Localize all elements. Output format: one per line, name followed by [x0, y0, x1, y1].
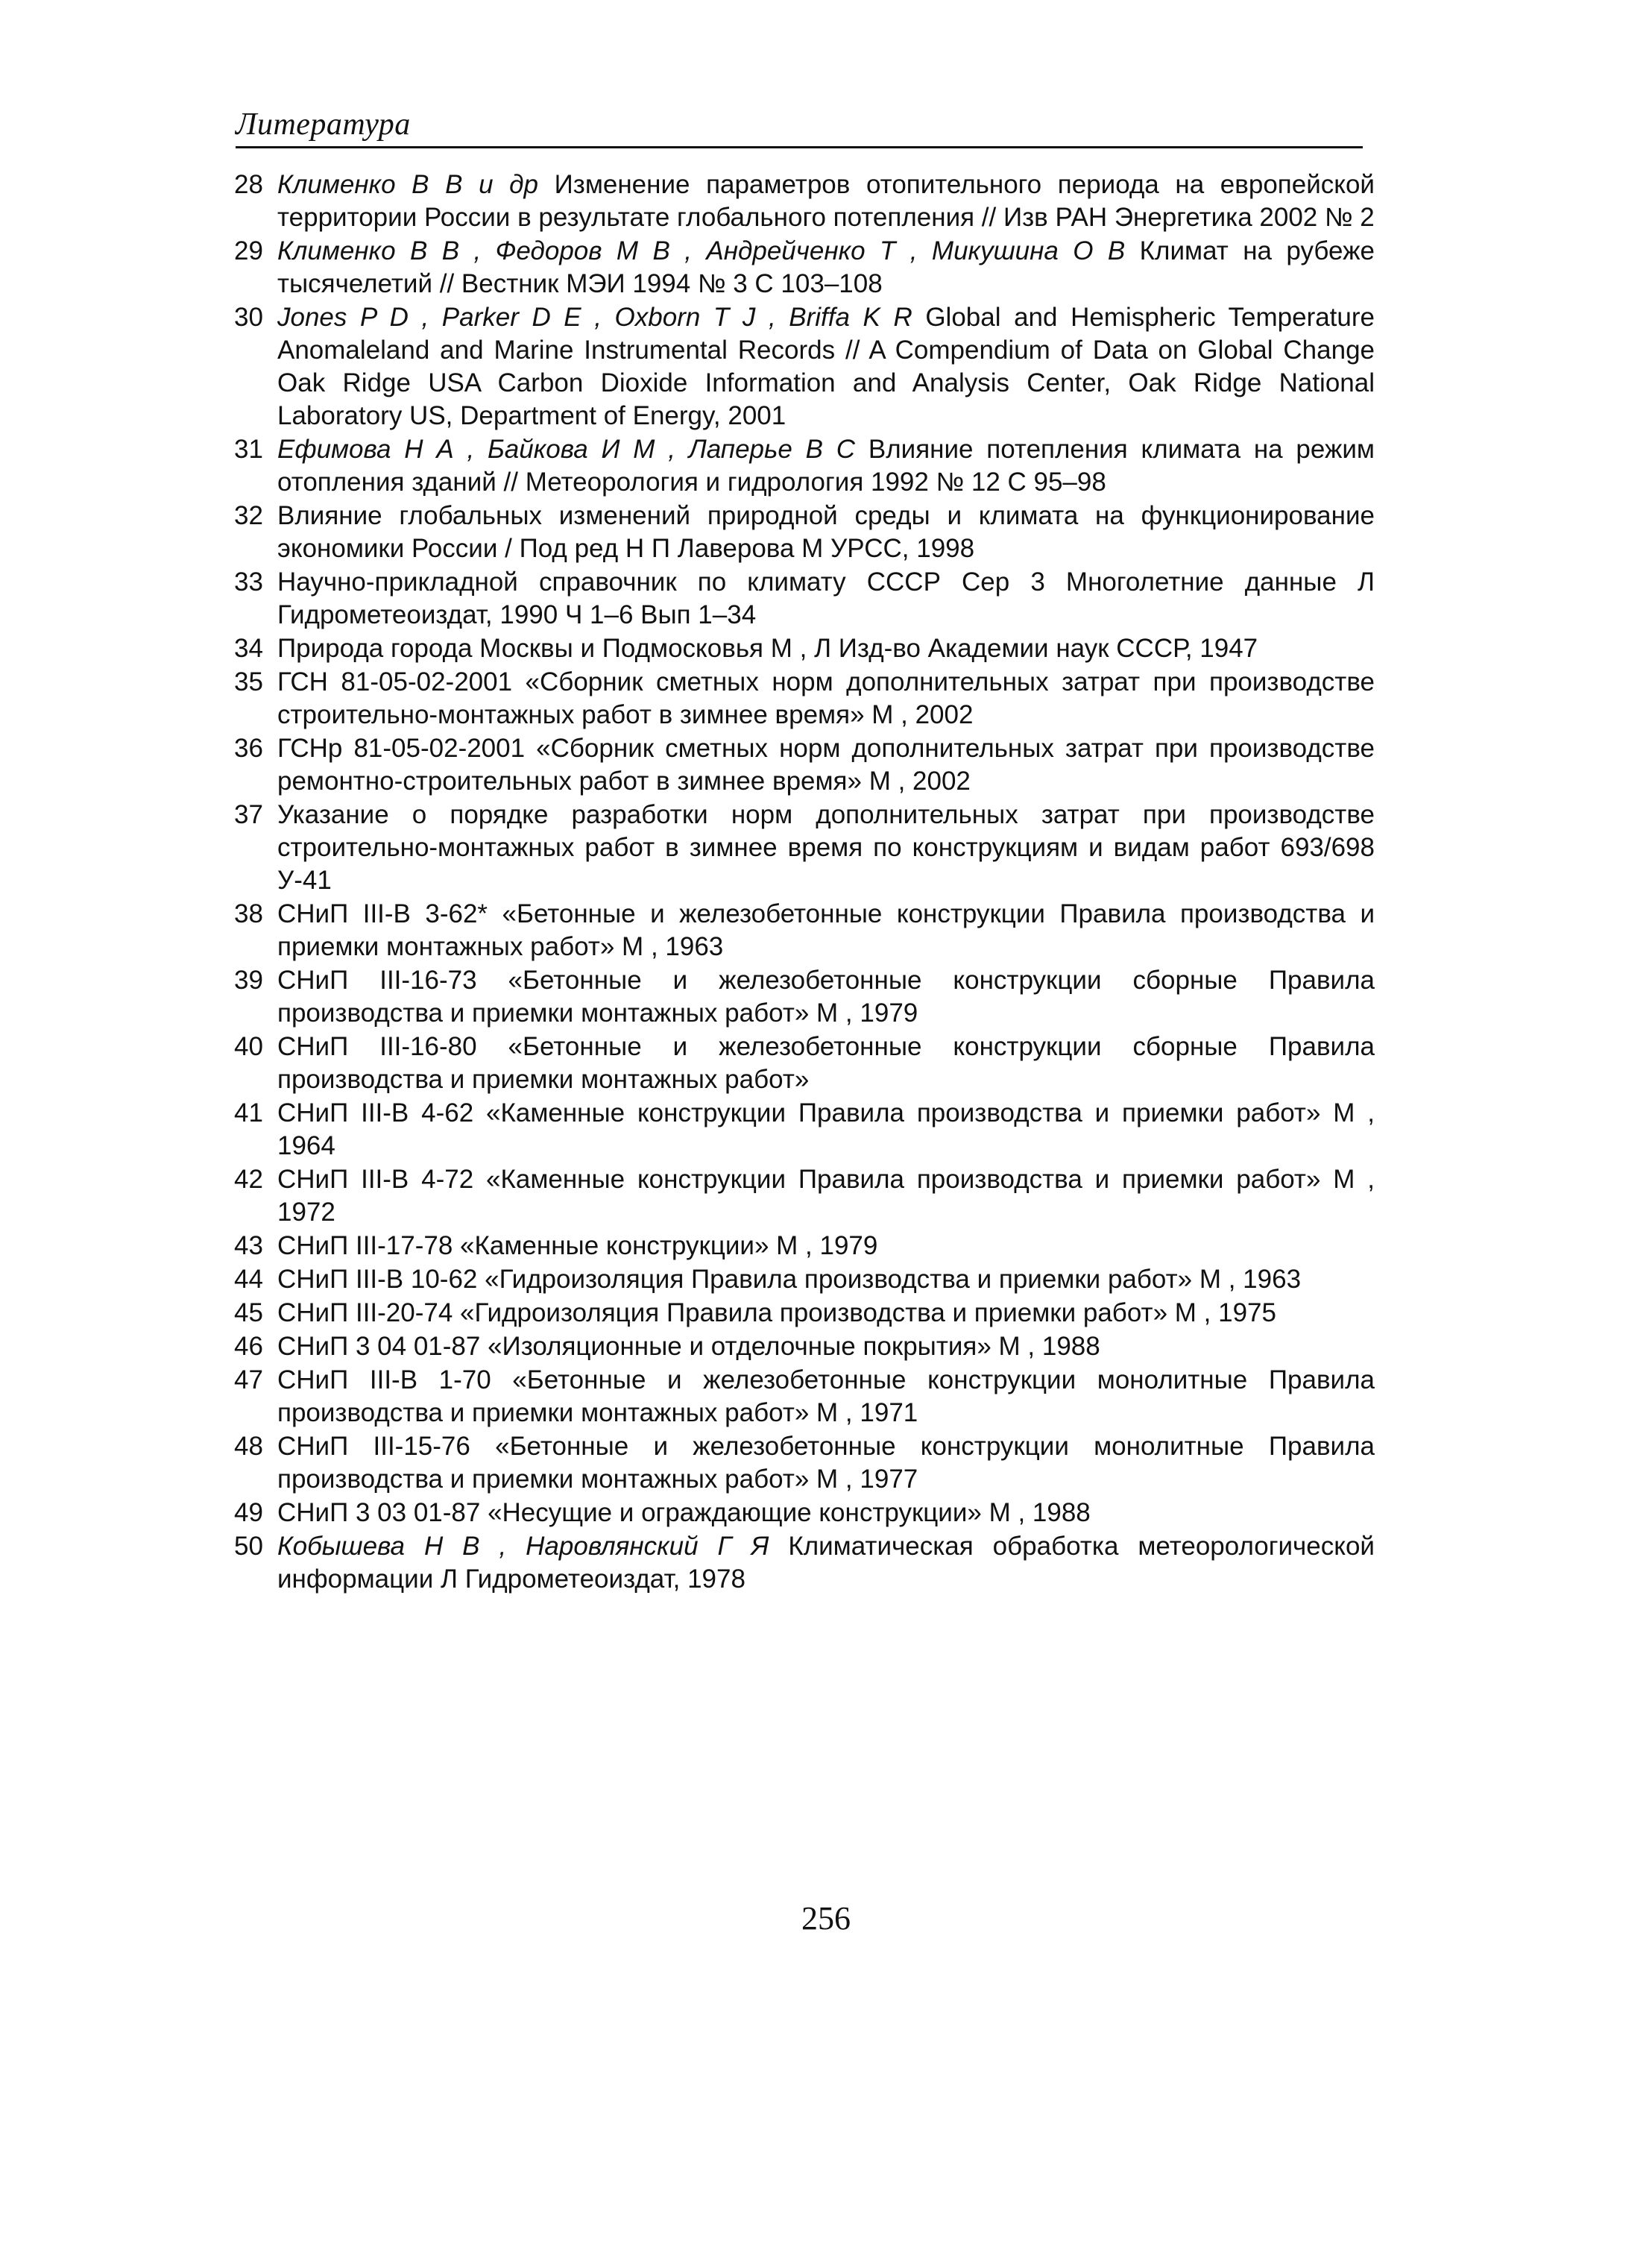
reference-number: 28 [234, 170, 263, 199]
reference-text [277, 1364, 1375, 1430]
reference-item-32 [234, 500, 1375, 565]
reference-body: Изменение параметров отопительного периода на европейской территории России в результате глобального потепления // Изв РАН Энергетика 2002 № 2 [277, 170, 1375, 232]
reference-body: СНиП III-17-78 «Каменные конструкции» М , 1979 [277, 1231, 878, 1260]
reference-authors: Клименко В В , Федоров М В , Андрейченко Т , Микушина О В [277, 236, 1126, 265]
reference-body: СНиП III-16-73 «Бетонные и железобетонные конструкции сборные Правила производства и приемки монтажных работ» М , 1979 [277, 966, 1375, 1028]
reference-number: 33 [234, 567, 263, 597]
reference-number: 34 [234, 634, 263, 663]
page-number: 256 [801, 1900, 851, 1937]
reference-body: Научно-прикладной справочник по климату СССР Сер 3 Многолетние данные Л Гидрометеоиздат, 1990 Ч 1–6 Вып 1–34 [277, 567, 1375, 629]
reference-number: 46 [234, 1332, 263, 1361]
reference-text [277, 1330, 1375, 1363]
reference-text [277, 566, 1375, 632]
reference-body: СНиП 3 03 01-87 «Несущие и ограждающие конструкции» М , 1988 [277, 1498, 1091, 1527]
reference-item-36 [234, 732, 1375, 798]
reference-text [277, 964, 1375, 1030]
reference-number: 45 [234, 1298, 263, 1327]
reference-item-37 [234, 799, 1375, 897]
reference-number: 32 [234, 501, 263, 530]
reference-body: СНиП III-16-80 «Бетонные и железобетонные конструкции сборные Правила производства и приемки монтажных работ» [277, 1032, 1375, 1094]
reference-number: 37 [234, 800, 263, 829]
header-rule [236, 146, 1363, 148]
reference-item-40 [234, 1031, 1375, 1096]
reference-item-43 [234, 1230, 1375, 1262]
reference-number: 35 [234, 667, 263, 696]
reference-number: 43 [234, 1231, 263, 1260]
reference-number: 41 [234, 1098, 263, 1128]
reference-number: 31 [234, 435, 263, 464]
reference-number: 47 [234, 1365, 263, 1394]
reference-item-44 [234, 1263, 1375, 1296]
reference-body: ГСНр 81-05-02-2001 «Сборник сметных норм дополнительных затрат при производстве ремонтно-строительных работ в зимнее время» М , 2002 [277, 734, 1375, 796]
reference-item-48 [234, 1430, 1375, 1496]
reference-body: Влияние глобальных изменений природной среды и климата на функционирование экономики России / Под ред Н П Лаверова М УРСС, 1998 [277, 501, 1375, 563]
reference-body: Климатическая обработка метеорологической информации Л Гидрометеоиздат, 1978 [277, 1532, 1375, 1594]
reference-body: Global and Hemispheric Temperature Anomaleland and Marine Instrumental Records // A Compendium of Data on Global Change Oak Ridge USA Carbon Dioxide Information and Analysis Center, Oak Ridge National Laboratory US, Department of Energy, 2001 [277, 303, 1375, 430]
reference-body: СНиП III-В 1-70 «Бетонные и железобетонные конструкции монолитные Правила производства и приемки монтажных работ» М , 1971 [277, 1365, 1375, 1427]
reference-authors: Клименко В В и др [277, 170, 538, 199]
reference-text [277, 666, 1375, 732]
reference-number: 50 [234, 1532, 263, 1561]
reference-item-30 [234, 301, 1375, 433]
reference-item-42 [234, 1163, 1375, 1229]
reference-authors: Ефимова Н А , Байкова И М , Лаперье В С [277, 435, 856, 464]
reference-body: СНиП III-15-76 «Бетонные и железобетонные конструкции монолитные Правила производства и приемки монтажных работ» М , 1977 [277, 1432, 1375, 1494]
reference-number: 44 [234, 1265, 263, 1294]
reference-text [277, 1497, 1375, 1529]
reference-list [234, 169, 1375, 1596]
reference-number: 30 [234, 303, 263, 332]
reference-item-33 [234, 566, 1375, 632]
reference-number: 40 [234, 1032, 263, 1061]
reference-body: СНиП III-В 4-72 «Каменные конструкции Правила производства и приемки работ» М , 1972 [277, 1165, 1375, 1227]
reference-text [277, 1230, 1375, 1262]
reference-item-38 [234, 898, 1375, 963]
reference-text [277, 235, 1375, 301]
reference-text [277, 1031, 1375, 1096]
reference-number: 49 [234, 1498, 263, 1527]
reference-text [277, 301, 1375, 433]
reference-item-29 [234, 235, 1375, 301]
reference-item-47 [234, 1364, 1375, 1430]
reference-item-34 [234, 632, 1375, 665]
reference-text [277, 433, 1375, 499]
reference-body: Природа города Москвы и Подмосковья М , Л Изд-во Академии наук СССР, 1947 [277, 634, 1258, 663]
reference-authors: Кобышева Н В , Наровлянский Г Я [277, 1532, 769, 1561]
reference-text [277, 500, 1375, 565]
reference-item-41 [234, 1097, 1375, 1163]
reference-text [277, 632, 1375, 665]
reference-number: 36 [234, 734, 263, 763]
reference-text [277, 1097, 1375, 1163]
reference-number: 48 [234, 1432, 263, 1461]
reference-text [277, 1163, 1375, 1229]
reference-item-46 [234, 1330, 1375, 1363]
reference-body: СНиП III-В 4-62 «Каменные конструкции Правила производства и приемки работ» М , 1964 [277, 1098, 1375, 1160]
reference-body: СНиП 3 04 01-87 «Изоляционные и отделочные покрытия» М , 1988 [277, 1332, 1100, 1361]
reference-number: 38 [234, 899, 263, 928]
reference-text [277, 169, 1375, 234]
reference-item-28 [234, 169, 1375, 234]
reference-body: Указание о порядке разработки норм дополнительных затрат при производстве строительно-монтажных работ в зимнее время по конструкциям и видам работ 693/698 У-41 [277, 800, 1375, 895]
reference-item-39 [234, 964, 1375, 1030]
reference-number: 39 [234, 966, 263, 995]
reference-item-35 [234, 666, 1375, 732]
reference-text [277, 799, 1375, 897]
reference-text [277, 1263, 1375, 1296]
reference-body: Влияние потепления климата на режим отопления зданий // Метеорология и гидрология 1992 № 12 С 95–98 [277, 435, 1375, 497]
reference-text [277, 1530, 1375, 1596]
reference-text [277, 732, 1375, 798]
reference-text [277, 1430, 1375, 1496]
reference-body: Климат на рубеже тысячелетий // Вестник МЭИ 1994 № 3 С 103–108 [277, 236, 1375, 298]
reference-body: СНиП III-В 10-62 «Гидроизоляция Правила производства и приемки работ» М , 1963 [277, 1265, 1302, 1294]
reference-item-45 [234, 1297, 1375, 1330]
reference-number: 29 [234, 236, 263, 265]
reference-item-49 [234, 1497, 1375, 1529]
reference-authors: Jones P D , Parker D E , Oxborn T J , Briffa K R [277, 303, 912, 332]
reference-item-50 [234, 1530, 1375, 1596]
reference-body: СНиП III-20-74 «Гидроизоляция Правила производства и приемки работ» М , 1975 [277, 1298, 1276, 1327]
reference-body: ГСН 81-05-02-2001 «Сборник сметных норм дополнительных затрат при производстве строительно-монтажных работ в зимнее время» М , 2002 [277, 667, 1375, 729]
reference-text [277, 1297, 1375, 1330]
running-head-title: Литература [236, 107, 411, 142]
reference-body: СНиП III-В 3-62* «Бетонные и железобетонные конструкции Правила производства и приемки монтажных работ» М , 1963 [277, 899, 1375, 961]
reference-number: 42 [234, 1165, 263, 1194]
reference-text [277, 898, 1375, 963]
reference-item-31 [234, 433, 1375, 499]
